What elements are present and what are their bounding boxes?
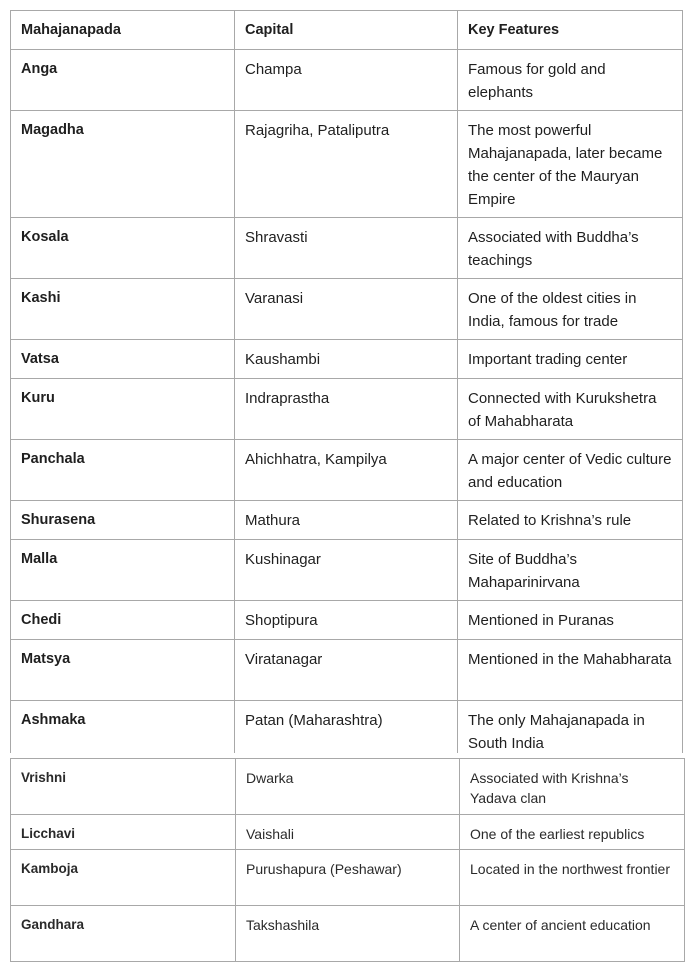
cell-mahajanapada: Vrishni xyxy=(11,759,236,815)
cell-key-features: One of the earliest republics xyxy=(460,815,685,850)
table-row xyxy=(11,501,683,540)
header-capital: Capital xyxy=(235,11,458,50)
cell-key-features: Famous for gold and elephants xyxy=(458,50,683,111)
table-row xyxy=(11,218,683,279)
cell-mahajanapada: Matsya xyxy=(11,640,235,701)
cell-capital: Ahichhatra, Kampilya xyxy=(235,440,458,501)
cell-key-features: A center of ancient education xyxy=(460,906,685,962)
table-row xyxy=(11,815,685,850)
cell-capital: Shoptipura xyxy=(235,601,458,640)
cell-mahajanapada: Licchavi xyxy=(11,815,236,850)
table-row xyxy=(11,50,683,111)
cell-mahajanapada: Anga xyxy=(11,50,235,111)
table-row xyxy=(11,111,683,218)
cell-mahajanapada: Panchala xyxy=(11,440,235,501)
table-row xyxy=(11,440,683,501)
table-row xyxy=(11,850,685,906)
cell-mahajanapada: Vatsa xyxy=(11,340,235,379)
cell-mahajanapada: Kosala xyxy=(11,218,235,279)
cell-capital: Kushinagar xyxy=(235,540,458,601)
table-body xyxy=(11,11,683,757)
cell-mahajanapada: Kamboja xyxy=(11,850,236,906)
cell-mahajanapada: Kuru xyxy=(11,379,235,440)
cell-capital: Rajagriha, Pataliputra xyxy=(235,111,458,218)
table-row xyxy=(11,340,683,379)
cell-key-features: The most powerful Mahajanapada, later became the center of the Mauryan Empire xyxy=(458,111,683,218)
cell-key-features: Mentioned in the Mahabharata xyxy=(458,640,683,701)
cell-capital: Mathura xyxy=(235,501,458,540)
cell-key-features: Located in the northwest frontier xyxy=(460,850,685,906)
cell-key-features: Associated with Krishna’s Yadava clan xyxy=(460,759,685,815)
cell-mahajanapada: Shurasena xyxy=(11,501,235,540)
cell-capital: Vaishali xyxy=(236,815,460,850)
header-row xyxy=(11,11,683,50)
cell-mahajanapada: Gandhara xyxy=(11,906,236,962)
table-row xyxy=(11,379,683,440)
cell-key-features: Important trading center xyxy=(458,340,683,379)
cell-key-features: Mentioned in Puranas xyxy=(458,601,683,640)
cell-mahajanapada: Chedi xyxy=(11,601,235,640)
mahajanapada-table-continued xyxy=(10,758,685,962)
cell-key-features: Site of Buddha’s Mahaparinirvana xyxy=(458,540,683,601)
cell-capital: Champa xyxy=(235,50,458,111)
cell-key-features: The only Mahajanapada in South India xyxy=(458,701,683,757)
cell-capital: Dwarka xyxy=(236,759,460,815)
cell-key-features: Connected with Kurukshetra of Mahabharata xyxy=(458,379,683,440)
header-mahajanapada: Mahajanapada xyxy=(11,11,235,50)
cell-capital: Takshashila xyxy=(236,906,460,962)
cell-capital: Viratanagar xyxy=(235,640,458,701)
cell-key-features: Associated with Buddha’s teachings xyxy=(458,218,683,279)
cell-key-features: Related to Krishna’s rule xyxy=(458,501,683,540)
cell-key-features: A major center of Vedic culture and education xyxy=(458,440,683,501)
table-row xyxy=(11,279,683,340)
cell-mahajanapada: Magadha xyxy=(11,111,235,218)
table-row xyxy=(11,759,685,815)
cell-capital: Kaushambi xyxy=(235,340,458,379)
header-key-features: Key Features xyxy=(458,11,683,50)
cell-key-features: One of the oldest cities in India, famous for trade xyxy=(458,279,683,340)
cell-capital: Patan (Maharashtra) xyxy=(235,701,458,757)
cell-mahajanapada: Kashi xyxy=(11,279,235,340)
table-body-continued xyxy=(11,759,685,962)
table-row xyxy=(11,701,683,757)
cell-capital: Purushapura (Peshawar) xyxy=(236,850,460,906)
table-row xyxy=(11,540,683,601)
table-row xyxy=(11,906,685,962)
cell-capital: Indraprastha xyxy=(235,379,458,440)
cell-capital: Shravasti xyxy=(235,218,458,279)
cell-mahajanapada: Ashmaka xyxy=(11,701,235,757)
table-row xyxy=(11,640,683,701)
table-row xyxy=(11,601,683,640)
cell-mahajanapada: Malla xyxy=(11,540,235,601)
mahajanapada-table xyxy=(10,10,683,757)
cell-capital: Varanasi xyxy=(235,279,458,340)
